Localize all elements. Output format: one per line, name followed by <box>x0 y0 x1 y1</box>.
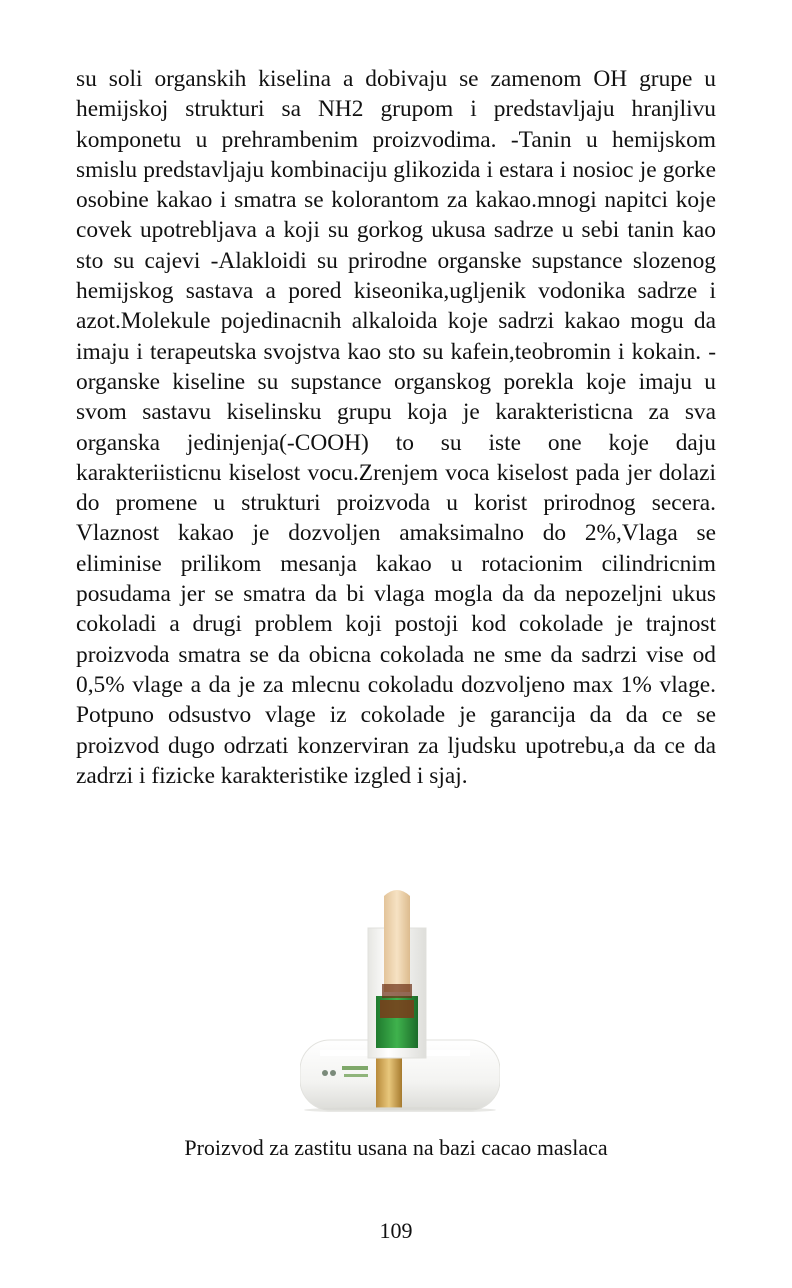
lip-balm-illustration <box>300 880 500 1112</box>
body-paragraph: su soli organskih kiselina a dobivaju se zamenom OH grupe u hemijskoj strukturi sa NH2 grupom i predstavljaju hranjlivu komponetu u prehrambenim proizvodima. -Tanin u hemijskom smislu predstavljaju kombinaciju glikozida i estara i nosioc je gorke osobine kakao i smatra se kolorantom za kakao.mnogi napitci koje covek upotrebljava a koji su gorkog ukusa sadrze u sebi tanin kao sto su cajevi -Alakloidi su prirodne organske supstance slozenog hemijskog sastava a pored kiseonika,ugljenik vodonika sadrze i azot.Molekule pojedinacnih alkaloida koje sadrzi kakao mogu da imaju i terapeutska svojstva kao sto su kafein,teobromin i kokain. -organske kiseline su supstance organskog porekla koje imaju u svom sastavu kiselinsku grupu koja je karakteristicna za sva organska jedinjenja(-COOH) to su iste one koje daju karakteriisticnu kiselost vocu.Zrenjem voca kiselost pada jer dolazi do promene u strukturi proizvoda u korist prirodnog secera. Vlaznost kakao je dozvoljen amaksimalno do 2%,Vlaga se eliminise prilikom mesanja kakao u rotacionim cilindricnim posudama jer se smatra da bi vlaga mogla da da nepozeljni ukus cokoladi a drugi problem koji postoji kod cokolade je trajnost proizvoda smatra se da obicna cokolada ne sme da sadrzi vise od 0,5% vlage a da je za mlecnu cokoladu dozvoljeno max 1% vlage. Potpuno odsustvo vlage iz cokolade je garancija da da ce se proizvod dugo odrzati konzerviran za ljudsku upotrebu,a da ce da zadrzi i fizicke karakteristike izgled i sjaj. <box>76 66 716 789</box>
lip-balm-product-image <box>300 880 500 1112</box>
page-number: 109 <box>379 1218 413 1243</box>
figure-caption: Proizvod za zastitu usana na bazi cacao maslaca <box>184 1135 608 1160</box>
